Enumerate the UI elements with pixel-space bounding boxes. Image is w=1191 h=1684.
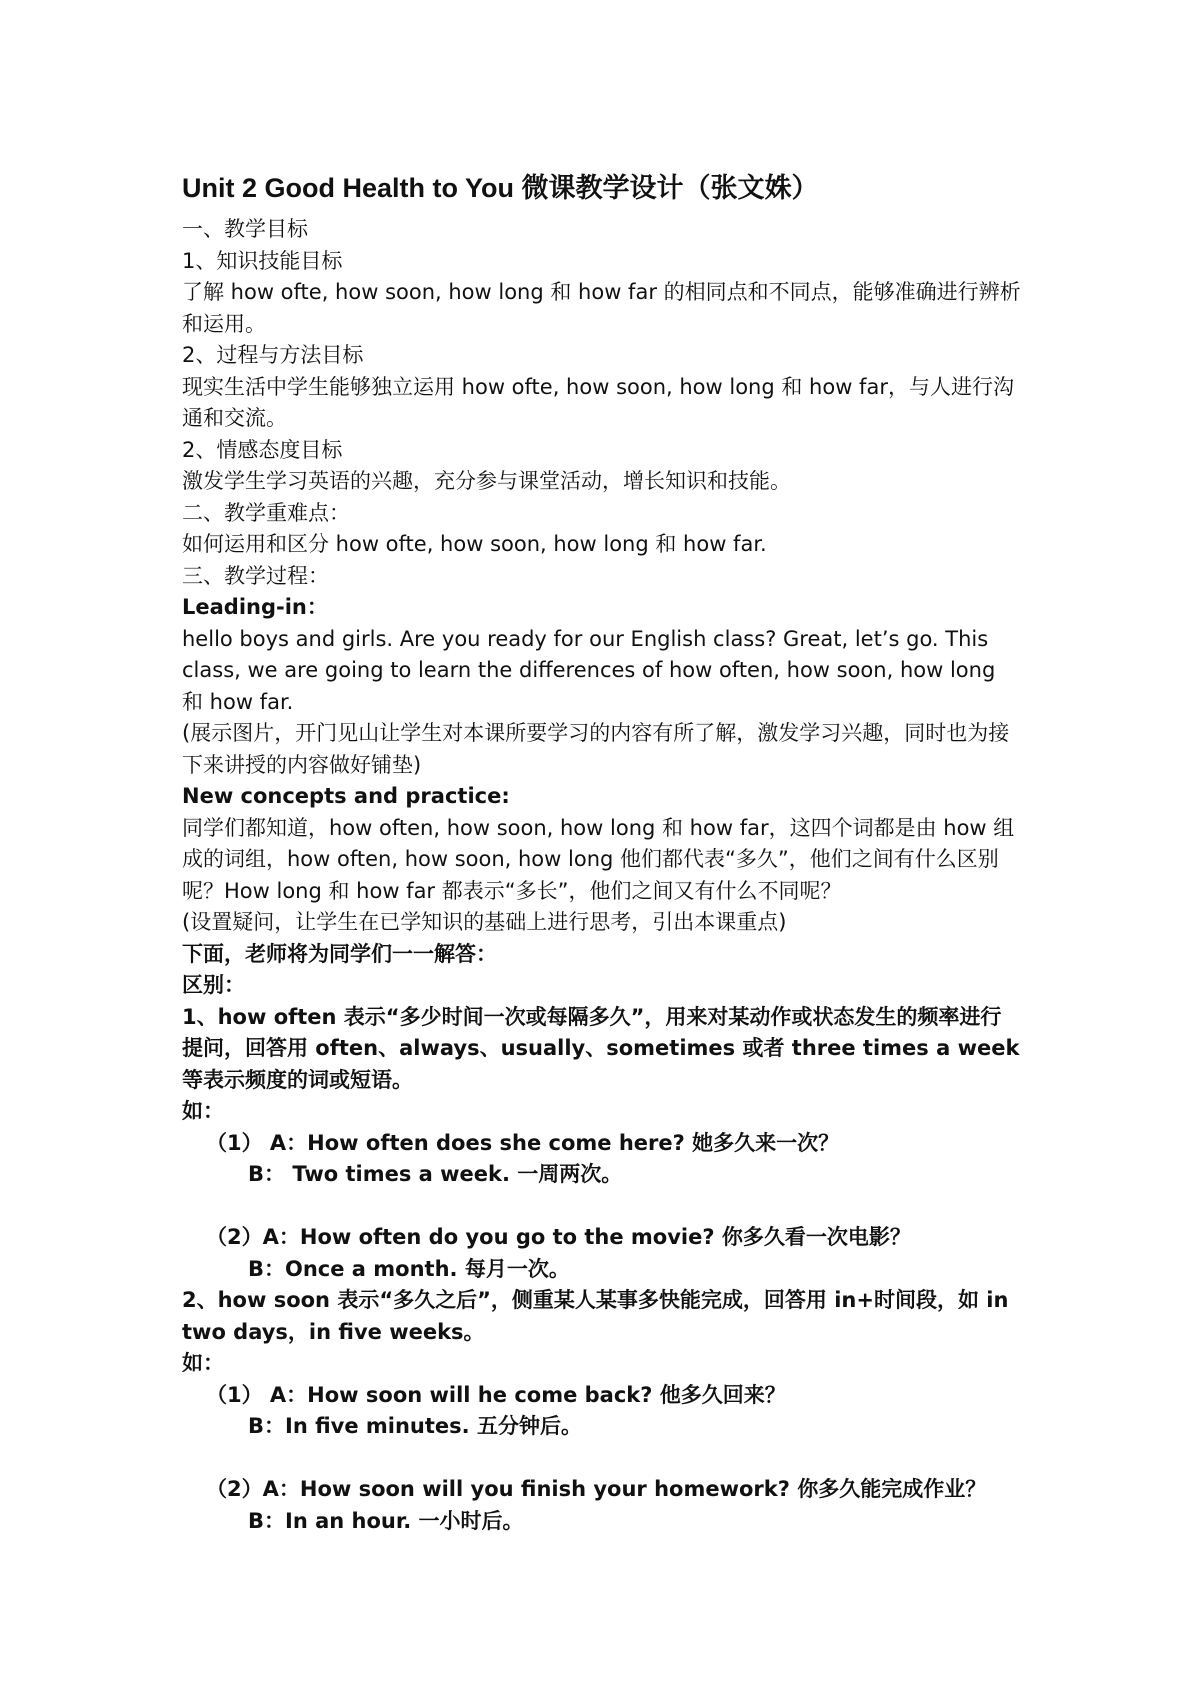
difference-label: 区别： <box>182 973 245 997</box>
example-label: 如： <box>182 1099 224 1123</box>
document-page <box>182 170 1022 1537</box>
new-concepts-heading: New concepts and practice: <box>182 784 510 808</box>
document-title: Unit 2 Good Health to You 微课教学设计（张文姝） <box>182 173 819 203</box>
section-heading-key-points: 二、教学重难点： <box>182 500 350 525</box>
leading-in-heading: Leading-in： <box>182 595 328 619</box>
point-how-often: 1、how often 表示“多少时间一次或每隔多久”，用来对某动作或状态发生的频率进行提问，回答用 often、always、usually、sometimes 或者 three times a week 等表示频度的词或短语。 <box>182 1004 1020 1092</box>
paragraph-key-points: 如何运用和区分 how ofte, how soon, how long 和 how far. <box>182 532 767 556</box>
example-answer: B：In five minutes. 五分钟后。 <box>248 1414 582 1438</box>
answer-intro: 下面，老师将为同学们一一解答： <box>182 941 497 966</box>
new-concepts-paragraph: 同学们都知道，how often, how soon, how long 和 how far，这四个词都是由 how 组成的词组，how often, how soon, how long 他们都代表“多久”，他们之间有什么区别呢？How long 和 how far 都表示“多长”，他们之间又有什么不同呢？ <box>182 815 1015 903</box>
new-concepts-note: (设置疑问，让学生在已学知识的基础上进行思考，引出本课重点) <box>182 910 787 934</box>
leading-in-paragraph: hello boys and girls. Are you ready for our English class? Great, let’s go. This class, we are going to learn the differences of how often, how soon, how long 和 how far. <box>182 626 996 714</box>
leading-in-note: (展示图片，开门见山让学生对本课所要学习的内容有所了解，激发学习兴趣，同时也为接下来讲授的内容做好铺垫) <box>182 721 1010 777</box>
subheading-emotion-attitude: 2、情感态度目标 <box>182 437 343 462</box>
section-heading-process: 三、教学过程： <box>182 563 329 588</box>
paragraph-emotion-attitude: 激发学生学习英语的兴趣，充分参与课堂活动，增长知识和技能。 <box>182 469 791 493</box>
example-question: （1） A：How often does she come here? 她多久来一次？ <box>206 1130 840 1155</box>
paragraph-process-methods: 现实生活中学生能够独立运用 how ofte, how soon, how long 和 how far，与人进行沟通和交流。 <box>182 374 1014 430</box>
example-answer: B：In an hour. 一小时后。 <box>248 1508 524 1533</box>
section-heading-objectives: 一、教学目标 <box>182 217 308 241</box>
subheading-process-methods: 2、过程与方法目标 <box>182 343 364 367</box>
spacer <box>182 1191 1022 1223</box>
example-answer: B： Two times a week. 一周两次。 <box>248 1162 623 1186</box>
example-question: （2）A：How often do you go to the movie? 你多久看一次电影？ <box>206 1225 911 1249</box>
paragraph-knowledge-skills: 了解 how ofte, how soon, how long 和 how far 的相同点和不同点，能够准确进行辨析和运用。 <box>182 280 1021 336</box>
subheading-knowledge-skills: 1、知识技能目标 <box>182 248 343 273</box>
example-question: （1） A：How soon will he come back? 他多久回来？ <box>206 1382 786 1407</box>
example-label: 如： <box>182 1351 224 1375</box>
spacer <box>182 1443 1022 1475</box>
point-how-soon: 2、how soon 表示“多久之后”，侧重某人某事多快能完成，回答用 in+时间段，如 in two days，in five weeks。 <box>182 1288 1009 1344</box>
example-question: （2）A：How soon will you finish your homework? 你多久能完成作业？ <box>206 1477 987 1501</box>
example-answer: B：Once a month. 每月一次。 <box>248 1256 570 1281</box>
